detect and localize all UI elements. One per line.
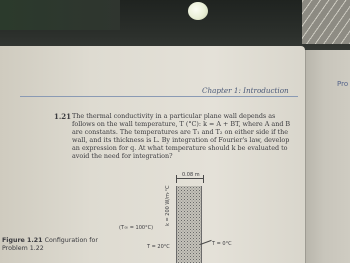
problem-line: are constants. The temperatures are T₁ and T₂ on either side if the	[72, 128, 289, 137]
problem-line: The thermal conductivity in a particular plane wall depends as	[72, 112, 276, 120]
thickness-label: 0.08 m	[182, 172, 200, 178]
caption-text: Configuration for	[44, 237, 98, 244]
facing-page-word: Pro	[337, 80, 349, 88]
figure-number: Figure 1.21	[2, 237, 43, 244]
conductivity-label: k = 200 W/m·°C	[165, 185, 171, 226]
header-rule	[20, 96, 298, 97]
dimension-tick-right	[203, 175, 204, 183]
background-hatch	[302, 0, 350, 44]
running-head: Chapter 1: Introduction	[202, 86, 289, 95]
problem-line: follows on the wall temperature, T (°C): k = A + BT, where A and B	[72, 120, 291, 129]
caption-line-2: Problem 1.22	[2, 245, 44, 252]
background-object	[0, 0, 120, 30]
problem-text	[72, 112, 300, 161]
figure-caption	[2, 237, 98, 253]
dimension-line	[176, 178, 204, 179]
dimension-tick-left	[176, 175, 177, 183]
left-temperature-label: T = 20°C	[147, 244, 170, 250]
problem-line: avoid the need for integration?	[72, 152, 173, 161]
problem-number: 1.21	[54, 112, 72, 121]
right-temperature-label: T = 0°C	[212, 241, 232, 247]
problem-line: an expression for q. At what temperature should k be evaluated to	[72, 144, 288, 153]
plane-wall	[176, 186, 202, 263]
ambient-temperature-label: (T∞ = 100°C)	[119, 225, 154, 231]
background-object-knob	[188, 2, 208, 20]
problem-line: wall, and its thickness is L. By integration of Fourier's law, develop	[72, 136, 290, 145]
